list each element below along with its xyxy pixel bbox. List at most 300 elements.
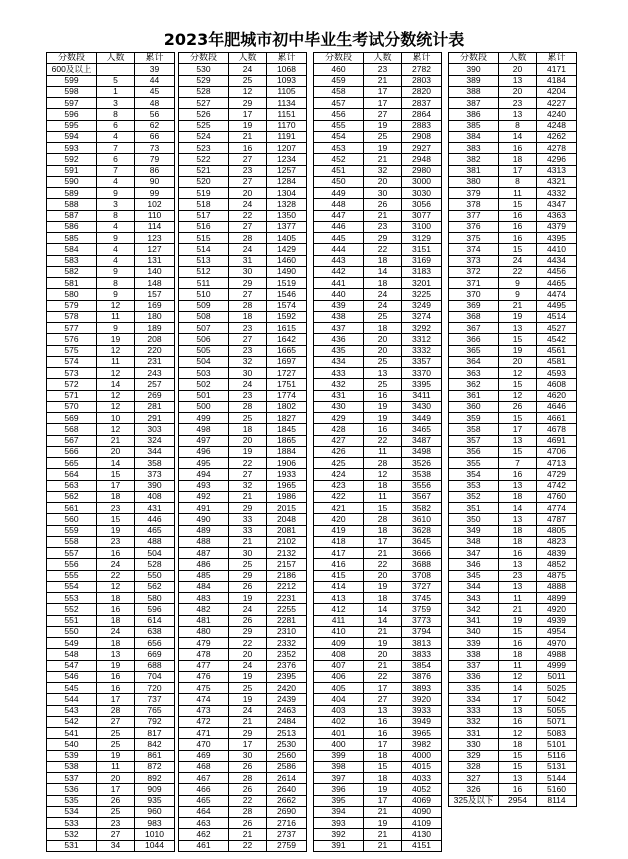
cumulative-cell: 4713: [537, 458, 577, 469]
score-range-cell: 597: [47, 98, 97, 109]
score-range-cell: 511: [179, 278, 229, 289]
score-range-cell: 528: [179, 86, 229, 97]
table-row: [449, 300, 577, 311]
score-range-cell: 426: [314, 446, 364, 457]
table-row: [179, 480, 307, 491]
cumulative-cell: 3920: [402, 694, 442, 705]
count-cell: 27: [97, 829, 135, 840]
score-range-cell: 551: [47, 615, 97, 626]
cumulative-cell: 4321: [537, 176, 577, 187]
cumulative-cell: 3411: [402, 390, 442, 401]
score-range-cell: 435: [314, 345, 364, 356]
score-range-cell: 564: [47, 469, 97, 480]
table-row: [179, 503, 307, 514]
score-range-cell: 404: [314, 694, 364, 705]
count-cell: 25: [97, 806, 135, 817]
count-cell: 12: [97, 300, 135, 311]
count-cell: 13: [499, 480, 537, 491]
table-row: [179, 244, 307, 255]
cumulative-cell: 3949: [402, 716, 442, 727]
score-range-cell: 450: [314, 176, 364, 187]
count-cell: 18: [229, 424, 267, 435]
cumulative-cell: 2310: [267, 626, 307, 637]
score-range-cell: 385: [449, 120, 499, 131]
count-cell: 12: [499, 728, 537, 739]
table-row: [449, 570, 577, 581]
count-cell: 16: [364, 728, 402, 739]
score-range-cell: 492: [179, 491, 229, 502]
score-range-cell: 361: [449, 390, 499, 401]
table-row: [314, 278, 442, 289]
table-row: [179, 176, 307, 187]
score-range-cell: 589: [47, 188, 97, 199]
score-range-cell: 437: [314, 323, 364, 334]
cumulative-cell: 550: [135, 570, 175, 581]
score-range-cell: 555: [47, 570, 97, 581]
count-cell: 15: [364, 503, 402, 514]
score-range-cell: 600及以上: [47, 64, 97, 75]
table-row: [449, 469, 577, 480]
count-cell: 29: [229, 503, 267, 514]
score-range-cell: 350: [449, 514, 499, 525]
count-cell: 16: [499, 469, 537, 480]
cumulative-cell: 281: [135, 401, 175, 412]
table-row: [314, 728, 442, 739]
table-row: [179, 86, 307, 97]
cumulative-cell: 465: [135, 525, 175, 536]
cumulative-cell: 2015: [267, 503, 307, 514]
cumulative-cell: 5144: [537, 773, 577, 784]
count-cell: 21: [364, 210, 402, 221]
table-row: [314, 390, 442, 401]
cumulative-cell: 1774: [267, 390, 307, 401]
table-row: [179, 683, 307, 694]
table-row: [449, 221, 577, 232]
table-row: [47, 469, 175, 480]
count-cell: 20: [364, 176, 402, 187]
table-row: [47, 435, 175, 446]
table-row: [449, 728, 577, 739]
score-range-cell: 353: [449, 480, 499, 491]
cumulative-cell: 3077: [402, 210, 442, 221]
cumulative-cell: 596: [135, 604, 175, 615]
cumulative-cell: 269: [135, 390, 175, 401]
score-range-cell: 416: [314, 559, 364, 570]
count-cell: 22: [364, 435, 402, 446]
score-range-cell: 462: [179, 829, 229, 840]
cumulative-cell: 1827: [267, 413, 307, 424]
count-cell: 19: [229, 120, 267, 131]
cumulative-cell: 324: [135, 435, 175, 446]
table-row: [179, 368, 307, 379]
cumulative-cell: 5025: [537, 683, 577, 694]
cumulative-cell: 4090: [402, 806, 442, 817]
column-header: 累计: [402, 53, 442, 64]
table-row: [449, 413, 577, 424]
cumulative-cell: 669: [135, 649, 175, 660]
count-cell: 28: [229, 806, 267, 817]
count-cell: 19: [499, 311, 537, 322]
cumulative-cell: 4706: [537, 446, 577, 457]
score-range-cell: 473: [179, 705, 229, 716]
table-row: [179, 694, 307, 705]
score-range-cell: 520: [179, 176, 229, 187]
count-cell: 20: [364, 570, 402, 581]
score-range-cell: 366: [449, 334, 499, 345]
table-row: [449, 525, 577, 536]
cumulative-cell: 842: [135, 739, 175, 750]
score-range-cell: 574: [47, 356, 97, 367]
count-cell: 3: [97, 199, 135, 210]
cumulative-cell: 488: [135, 536, 175, 547]
table-row: [314, 840, 442, 851]
cumulative-cell: 2352: [267, 649, 307, 660]
table-row: [449, 64, 577, 75]
table-row: [179, 469, 307, 480]
cumulative-cell: 2820: [402, 86, 442, 97]
count-cell: 26: [97, 795, 135, 806]
count-cell: 3: [97, 98, 135, 109]
score-range-cell: 565: [47, 458, 97, 469]
cumulative-cell: 1191: [267, 131, 307, 142]
score-range-cell: 357: [449, 435, 499, 446]
score-range-cell: 421: [314, 503, 364, 514]
cumulative-cell: 1884: [267, 446, 307, 457]
table-row: [314, 233, 442, 244]
table-row: [449, 761, 577, 772]
table-row: [314, 649, 442, 660]
score-range-cell: 594: [47, 131, 97, 142]
cumulative-cell: 291: [135, 413, 175, 424]
score-range-cell: 472: [179, 716, 229, 727]
table-row: [47, 761, 175, 772]
table-row: [314, 401, 442, 412]
count-cell: 18: [97, 638, 135, 649]
count-cell: 20: [229, 649, 267, 660]
score-range-cell: 544: [47, 694, 97, 705]
table-row: [314, 525, 442, 536]
table-row: [47, 131, 175, 142]
table-row: [314, 784, 442, 795]
column-header: 累计: [537, 53, 577, 64]
table-row: [314, 379, 442, 390]
score-range-cell: 328: [449, 761, 499, 772]
count-cell: 16: [499, 716, 537, 727]
score-range-cell: 536: [47, 784, 97, 795]
score-range-cell: 504: [179, 356, 229, 367]
score-range-cell: 556: [47, 559, 97, 570]
cumulative-cell: 720: [135, 683, 175, 694]
score-range-cell: 595: [47, 120, 97, 131]
table-row: [179, 570, 307, 581]
cumulative-cell: 3274: [402, 311, 442, 322]
table-row: [449, 593, 577, 604]
cumulative-cell: 157: [135, 289, 175, 300]
cumulative-cell: 5083: [537, 728, 577, 739]
table-row: [449, 705, 577, 716]
score-range-cell: 545: [47, 683, 97, 694]
table-header-row: [47, 53, 175, 64]
cumulative-cell: 2837: [402, 98, 442, 109]
table-row: [449, 143, 577, 154]
score-range-cell: 381: [449, 165, 499, 176]
table-row: [179, 761, 307, 772]
table-row: [314, 86, 442, 97]
score-range-cell: 490: [179, 514, 229, 525]
table-row: [179, 233, 307, 244]
cumulative-cell: 4774: [537, 503, 577, 514]
table-row: [47, 694, 175, 705]
score-range-cell: 470: [179, 739, 229, 750]
score-range-cell: 349: [449, 525, 499, 536]
table-row: [47, 604, 175, 615]
count-cell: 19: [364, 818, 402, 829]
count-cell: 14: [364, 604, 402, 615]
count-cell: 17: [364, 795, 402, 806]
table-row: [47, 503, 175, 514]
table-row: [449, 536, 577, 547]
score-range-cell: 444: [314, 244, 364, 255]
count-cell: 10: [97, 413, 135, 424]
cumulative-cell: 4888: [537, 581, 577, 592]
score-range-cell: 370: [449, 289, 499, 300]
score-range-cell: 526: [179, 109, 229, 120]
cumulative-cell: 504: [135, 548, 175, 559]
score-range-cell: 491: [179, 503, 229, 514]
cumulative-cell: 2782: [402, 64, 442, 75]
score-range-cell: 338: [449, 649, 499, 660]
table-row: [47, 480, 175, 491]
cumulative-cell: 1751: [267, 379, 307, 390]
count-cell: 18: [97, 593, 135, 604]
cumulative-cell: 3556: [402, 480, 442, 491]
score-range-cell: 335: [449, 683, 499, 694]
cumulative-cell: 3933: [402, 705, 442, 716]
cumulative-cell: 4514: [537, 311, 577, 322]
score-range-cell: 427: [314, 435, 364, 446]
count-cell: 25: [97, 739, 135, 750]
score-range-cell: 489: [179, 525, 229, 536]
count-cell: 23: [229, 323, 267, 334]
score-range-cell: 371: [449, 278, 499, 289]
count-cell: 13: [364, 368, 402, 379]
table-row: [179, 356, 307, 367]
cumulative-cell: 4954: [537, 626, 577, 637]
score-range-cell: 576: [47, 334, 97, 345]
cumulative-cell: 3249: [402, 300, 442, 311]
table-row: [179, 413, 307, 424]
count-cell: 19: [229, 446, 267, 457]
cumulative-cell: 1304: [267, 188, 307, 199]
count-cell: 12: [499, 671, 537, 682]
score-range-cell: 441: [314, 278, 364, 289]
score-range-cell: 588: [47, 199, 97, 210]
score-range-cell: 398: [314, 761, 364, 772]
table-row: [47, 109, 175, 120]
score-range-cell: 599: [47, 75, 97, 86]
count-cell: 18: [97, 615, 135, 626]
score-range-cell: 469: [179, 750, 229, 761]
count-cell: 11: [364, 491, 402, 502]
cumulative-cell: 1377: [267, 221, 307, 232]
table-row: [314, 536, 442, 547]
count-cell: 16: [364, 390, 402, 401]
cumulative-cell: 1642: [267, 334, 307, 345]
count-cell: 26: [229, 761, 267, 772]
score-range-cell: 373: [449, 255, 499, 266]
score-range-cell: 518: [179, 199, 229, 210]
table-row: [47, 536, 175, 547]
table-row: [179, 98, 307, 109]
table-row: [314, 795, 442, 806]
score-range-cell: 501: [179, 390, 229, 401]
table-row: [47, 120, 175, 131]
score-range-cell: 438: [314, 311, 364, 322]
table-row: [449, 154, 577, 165]
count-cell: 13: [499, 75, 537, 86]
score-range-cell: 471: [179, 728, 229, 739]
score-range-cell: 408: [314, 649, 364, 660]
score-range-cell: 563: [47, 480, 97, 491]
table-row: [449, 514, 577, 525]
count-cell: 13: [499, 705, 537, 716]
cumulative-cell: 2586: [267, 761, 307, 772]
table-row: [449, 784, 577, 795]
score-range-cell: 525: [179, 120, 229, 131]
cumulative-cell: 3498: [402, 446, 442, 457]
count-cell: 9: [97, 289, 135, 300]
table-row: [449, 165, 577, 176]
score-range-cell: 598: [47, 86, 97, 97]
score-range-cell: 466: [179, 784, 229, 795]
count-cell: 13: [499, 435, 537, 446]
score-range-cell: 392: [314, 829, 364, 840]
table-row: [179, 188, 307, 199]
score-range-cell: 577: [47, 323, 97, 334]
count-cell: 1: [97, 86, 135, 97]
count-cell: 28: [364, 514, 402, 525]
table-row: [47, 98, 175, 109]
score-range-cell: 517: [179, 210, 229, 221]
score-range-cell: 369: [449, 300, 499, 311]
cumulative-cell: 4313: [537, 165, 577, 176]
score-range-cell: 479: [179, 638, 229, 649]
table-row: [449, 109, 577, 120]
cumulative-cell: 3708: [402, 570, 442, 581]
column-header: 累计: [267, 53, 307, 64]
cumulative-cell: 1234: [267, 154, 307, 165]
count-cell: 26: [499, 401, 537, 412]
count-cell: 17: [499, 424, 537, 435]
column-header: 分数段: [47, 53, 97, 64]
column-header: 人数: [499, 53, 537, 64]
table-row: [314, 131, 442, 142]
score-range-cell: 406: [314, 671, 364, 682]
cumulative-cell: 123: [135, 233, 175, 244]
cumulative-cell: 3727: [402, 581, 442, 592]
count-cell: 18: [364, 773, 402, 784]
table-row: [314, 469, 442, 480]
table-row: [47, 64, 175, 75]
table-row: [47, 255, 175, 266]
count-cell: 25: [229, 413, 267, 424]
table-row: [314, 255, 442, 266]
score-range-cell: 362: [449, 379, 499, 390]
score-range-cell: 460: [314, 64, 364, 75]
table-row: [179, 300, 307, 311]
score-range-cell: 513: [179, 255, 229, 266]
count-cell: 16: [364, 424, 402, 435]
count-cell: 7: [97, 143, 135, 154]
cumulative-cell: 4620: [537, 390, 577, 401]
table-row: [179, 143, 307, 154]
table-row: [449, 401, 577, 412]
table-row: [449, 795, 577, 806]
score-range-cell: 382: [449, 154, 499, 165]
count-cell: 32: [364, 165, 402, 176]
cumulative-cell: 562: [135, 581, 175, 592]
count-cell: 27: [97, 716, 135, 727]
table-row: [179, 64, 307, 75]
count-cell: 26: [229, 818, 267, 829]
cumulative-cell: 3688: [402, 559, 442, 570]
score-range-cell: 527: [179, 98, 229, 109]
score-table-3: [313, 52, 442, 852]
count-cell: 19: [499, 615, 537, 626]
cumulative-cell: 169: [135, 300, 175, 311]
score-range-cell: 498: [179, 424, 229, 435]
count-cell: 21: [499, 300, 537, 311]
count-cell: 20: [499, 86, 537, 97]
count-cell: 15: [499, 761, 537, 772]
table-row: [47, 390, 175, 401]
cumulative-cell: 3567: [402, 491, 442, 502]
count-cell: 29: [364, 233, 402, 244]
cumulative-cell: 1546: [267, 289, 307, 300]
page-title: 2023年肥城市初中毕业生考试分数统计表: [163, 30, 465, 49]
score-range-cell: 508: [179, 311, 229, 322]
score-range-cell: 573: [47, 368, 97, 379]
table-row: [47, 210, 175, 221]
score-range-cell: 390: [449, 64, 499, 75]
score-range-cell: 412: [314, 604, 364, 615]
score-range-cell: 433: [314, 368, 364, 379]
table-row: [449, 548, 577, 559]
count-cell: 21: [364, 660, 402, 671]
score-range-cell: 465: [179, 795, 229, 806]
table-row: [449, 98, 577, 109]
count-cell: 21: [364, 829, 402, 840]
cumulative-cell: 358: [135, 458, 175, 469]
table-row: [314, 660, 442, 671]
count-cell: 28: [229, 300, 267, 311]
cumulative-cell: 3430: [402, 401, 442, 412]
column-header: 分数段: [449, 53, 499, 64]
table-row: [47, 581, 175, 592]
score-range-cell: 355: [449, 458, 499, 469]
table-row: [179, 345, 307, 356]
score-range-cell: 542: [47, 716, 97, 727]
count-cell: 22: [499, 266, 537, 277]
count-cell: 15: [499, 244, 537, 255]
cumulative-cell: 1574: [267, 300, 307, 311]
count-cell: 13: [499, 323, 537, 334]
score-range-cell: 533: [47, 818, 97, 829]
table-row: [314, 739, 442, 750]
cumulative-cell: 4248: [537, 120, 577, 131]
count-cell: 19: [97, 525, 135, 536]
score-range-cell: 557: [47, 548, 97, 559]
